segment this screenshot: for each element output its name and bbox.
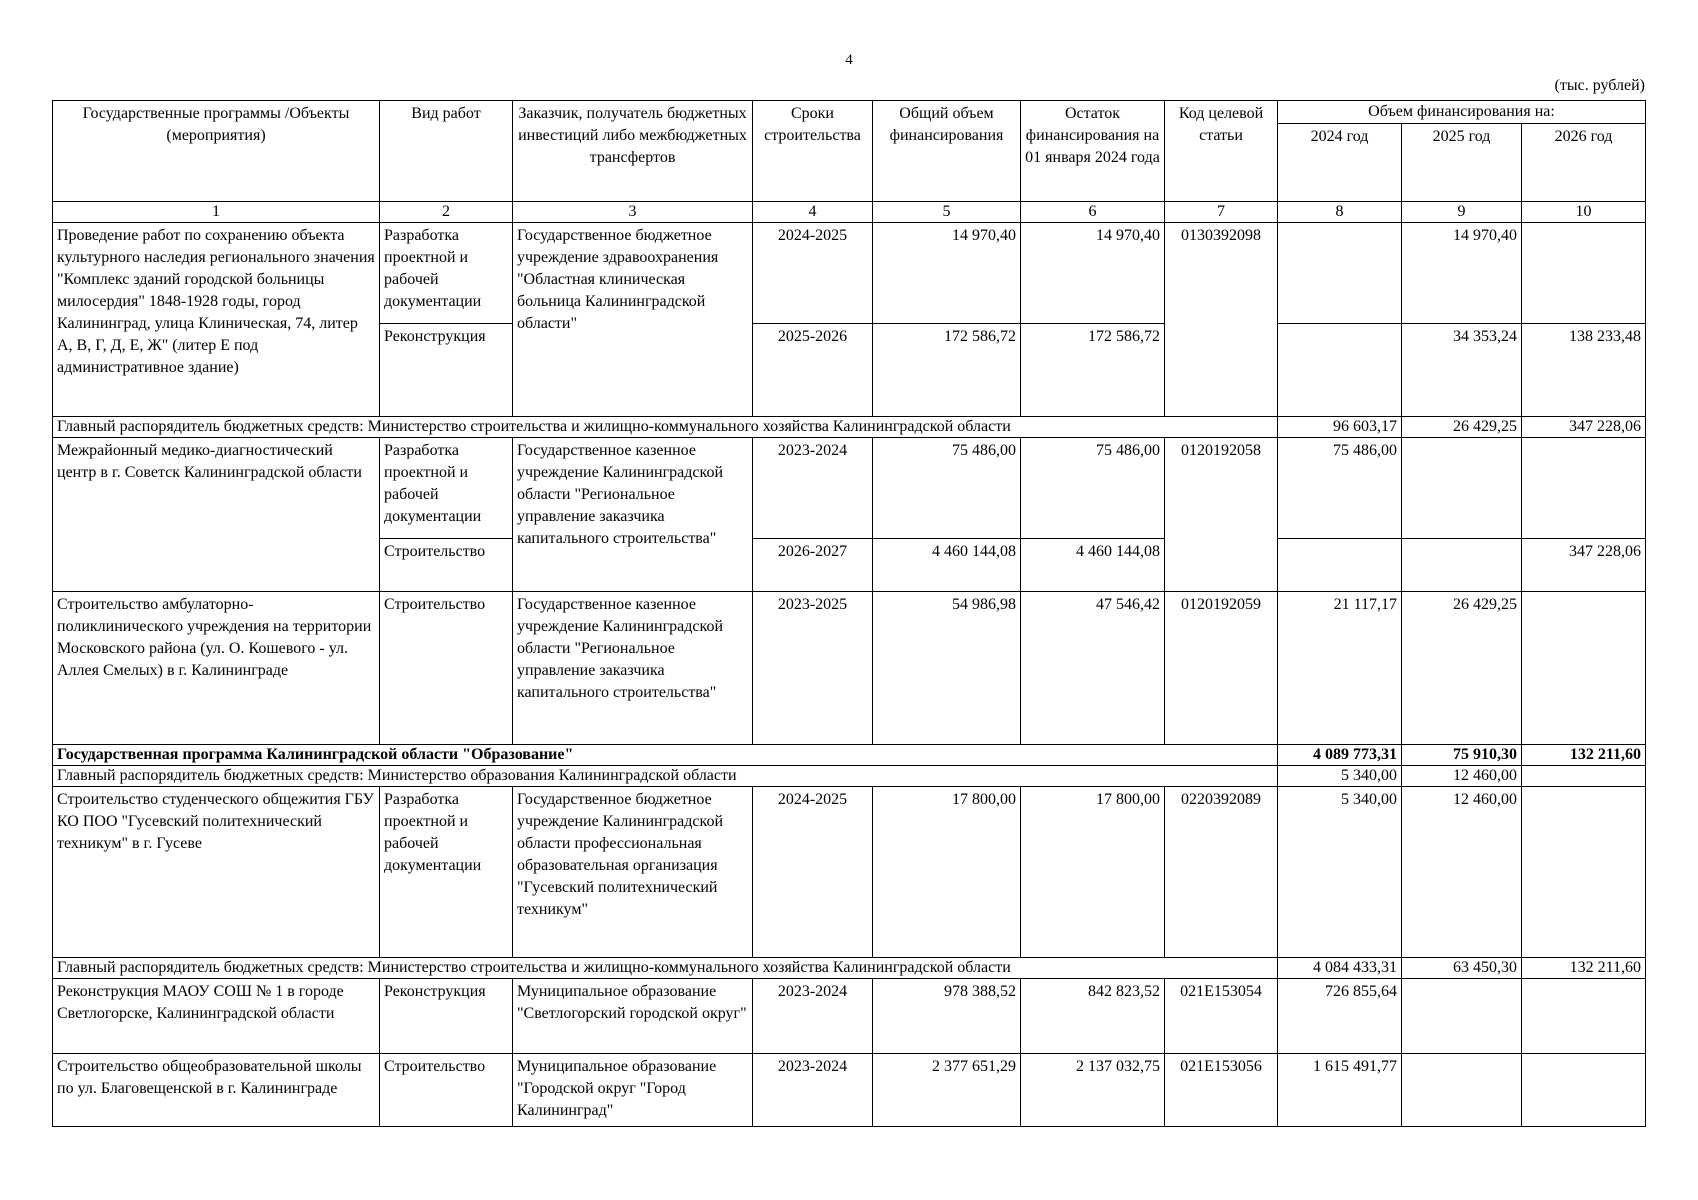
header-year-2026: 2026 год: [1522, 124, 1646, 202]
amount-2026: 347 228,06: [1522, 417, 1646, 438]
period: 2023-2024: [753, 979, 873, 1054]
work-type: Реконструкция: [380, 979, 513, 1054]
total-amount: 978 388,52: [873, 979, 1021, 1054]
col-number: 1: [53, 202, 380, 223]
target-code: 021E153056: [1165, 1054, 1278, 1127]
period: 2023-2024: [753, 438, 873, 539]
object-name: Строительство студенческого общежития ГБУ КО ПОО "Гусевский политехнический техникум" в г. Гусеве: [53, 787, 380, 958]
group-label: Главный распорядитель бюджетных средств: Министерство строительства и жилищно-коммунального хозяйства Калининградской области: [53, 958, 1278, 979]
amount-2025: [1402, 1054, 1522, 1127]
amount-2024: [1278, 324, 1402, 417]
period: 2023-2024: [753, 1054, 873, 1127]
target-code: 0220392089: [1165, 787, 1278, 958]
program-row: [53, 745, 1646, 766]
header-row: [53, 101, 1646, 124]
amount-2026: [1522, 592, 1646, 745]
remainder-amount: 17 800,00: [1021, 787, 1165, 958]
group-row: [53, 417, 1646, 438]
header-total: Общий объем финансирования: [873, 101, 1021, 202]
total-amount: 4 460 144,08: [873, 539, 1021, 592]
period: 2025-2026: [753, 324, 873, 417]
work-type: Строительство: [380, 539, 513, 592]
amount-2025: [1402, 979, 1522, 1054]
total-amount: 54 986,98: [873, 592, 1021, 745]
remainder-amount: 172 586,72: [1021, 324, 1165, 417]
customer: Государственное казенное учреждение Калининградской области "Региональное управление заказчика капитального строительства": [513, 438, 753, 592]
object-name: Проведение работ по сохранению объекта культурного наследия регионального значения "Комплекс зданий городской больницы милосердия" 1848-1928 годы, город Калининград, улица Клиническая, 74, литер А, В, Г, Д, Е, Ж" (литер Е под административное здание): [53, 223, 380, 417]
amount-2024: 5 340,00: [1278, 766, 1402, 787]
amount-2025: 34 353,24: [1402, 324, 1522, 417]
total-amount: 14 970,40: [873, 223, 1021, 324]
customer: Государственное бюджетное учреждение Калининградской области профессиональная образовательная организация "Гусевский политехнический техникум": [513, 787, 753, 958]
group-label: Главный распорядитель бюджетных средств: Министерство строительства и жилищно-коммунального хозяйства Калининградской области: [53, 417, 1278, 438]
amount-2024: 21 117,17: [1278, 592, 1402, 745]
table-row: [53, 592, 1646, 745]
amount-2024: 726 855,64: [1278, 979, 1402, 1054]
col-number: 7: [1165, 202, 1278, 223]
object-name: Межрайонный медико-диагностический центр в г. Советск Калининградской области: [53, 438, 380, 592]
customer: Государственное бюджетное учреждение здравоохранения "Областная клиническая больница Калининградской области": [513, 223, 753, 417]
object-name: Строительство амбулаторно-поликлинического учреждения на территории Московского района (ул. О. Кошевого - ул. Аллея Смелых) в г. Калининграде: [53, 592, 380, 745]
header-customer: Заказчик, получатель бюджетных инвестиций либо межбюджетных трансфертов: [513, 101, 753, 202]
amount-2026: [1522, 787, 1646, 958]
target-code: 0120192059: [1165, 592, 1278, 745]
amount-2024: [1278, 539, 1402, 592]
amount-2024: 1 615 491,77: [1278, 1054, 1402, 1127]
total-amount: 2 377 651,29: [873, 1054, 1021, 1127]
target-code: 021E153054: [1165, 979, 1278, 1054]
header-objects: Государственные программы /Объекты (мероприятия): [53, 101, 380, 202]
amount-2025: [1402, 438, 1522, 539]
period: 2024-2025: [753, 223, 873, 324]
amount-2026: [1522, 438, 1646, 539]
amount-2026: [1522, 766, 1646, 787]
table-row: [53, 223, 1646, 324]
table-row: [53, 1054, 1646, 1127]
object-name: Строительство общеобразовательной школы по ул. Благовещенской в г. Калининграде: [53, 1054, 380, 1127]
period: 2026-2027: [753, 539, 873, 592]
amount-2024: [1278, 223, 1402, 324]
col-number: 5: [873, 202, 1021, 223]
total-amount: 172 586,72: [873, 324, 1021, 417]
amount-2026: [1522, 1054, 1646, 1127]
header-year-2025: 2025 год: [1402, 124, 1522, 202]
amount-2026: [1522, 223, 1646, 324]
remainder-amount: 4 460 144,08: [1021, 539, 1165, 592]
object-name: Реконструкция МАОУ СОШ № 1 в городе Светлогорске, Калининградской области: [53, 979, 380, 1054]
column-numbers-row: [53, 202, 1646, 223]
amount-2025: 63 450,30: [1402, 958, 1522, 979]
amount-2026: 138 233,48: [1522, 324, 1646, 417]
amount-2024: 5 340,00: [1278, 787, 1402, 958]
group-row: [53, 766, 1646, 787]
col-number: 6: [1021, 202, 1165, 223]
remainder-amount: 842 823,52: [1021, 979, 1165, 1054]
col-number: 8: [1278, 202, 1402, 223]
financing-table: [52, 100, 1646, 1127]
amount-2025: 26 429,25: [1402, 417, 1522, 438]
target-code: 0130392098: [1165, 223, 1278, 417]
target-code: 0120192058: [1165, 438, 1278, 592]
remainder-amount: 75 486,00: [1021, 438, 1165, 539]
work-type: Строительство: [380, 592, 513, 745]
col-number: 9: [1402, 202, 1522, 223]
header-work-type: Вид работ: [380, 101, 513, 202]
amount-2025: 14 970,40: [1402, 223, 1522, 324]
amount-2024: 4 084 433,31: [1278, 958, 1402, 979]
table-row: [53, 787, 1646, 958]
amount-2025: 26 429,25: [1402, 592, 1522, 745]
header-year-2024: 2024 год: [1278, 124, 1402, 202]
period: 2023-2025: [753, 592, 873, 745]
program-label: Государственная программа Калининградской области "Образование": [53, 745, 1278, 766]
col-number: 4: [753, 202, 873, 223]
amount-2025: [1402, 539, 1522, 592]
amount-2026: [1522, 979, 1646, 1054]
page-number: 4: [845, 52, 853, 68]
table-row: [53, 979, 1646, 1054]
work-type: Разработка проектной и рабочей документации: [380, 787, 513, 958]
header-funding: Объем финансирования на:: [1278, 101, 1646, 124]
col-number: 3: [513, 202, 753, 223]
amount-2026: 347 228,06: [1522, 539, 1646, 592]
total-amount: 17 800,00: [873, 787, 1021, 958]
period: 2024-2025: [753, 787, 873, 958]
work-type: Реконструкция: [380, 324, 513, 417]
header-period: Сроки строительства: [753, 101, 873, 202]
header-remainder: Остаток финансирования на 01 января 2024 года: [1021, 101, 1165, 202]
customer: Муниципальное образование "Городской округ "Город Калининград": [513, 1054, 753, 1127]
work-type: Строительство: [380, 1054, 513, 1127]
amount-2025: 12 460,00: [1402, 766, 1522, 787]
header-code: Код целевой статьи: [1165, 101, 1278, 202]
units-label: (тыс. рублей): [1554, 77, 1645, 94]
col-number: 2: [380, 202, 513, 223]
remainder-amount: 2 137 032,75: [1021, 1054, 1165, 1127]
amount-2026: 132 211,60: [1522, 958, 1646, 979]
table-row: [53, 438, 1646, 539]
amount-2025: 75 910,30: [1402, 745, 1522, 766]
work-type: Разработка проектной и рабочей документации: [380, 223, 513, 324]
remainder-amount: 47 546,42: [1021, 592, 1165, 745]
customer: Государственное казенное учреждение Калининградской области "Региональное управление заказчика капитального строительства": [513, 592, 753, 745]
col-number: 10: [1522, 202, 1646, 223]
amount-2026: 132 211,60: [1522, 745, 1646, 766]
total-amount: 75 486,00: [873, 438, 1021, 539]
amount-2024: 75 486,00: [1278, 438, 1402, 539]
group-label: Главный распорядитель бюджетных средств: Министерство образования Калининградской области: [53, 766, 1278, 787]
group-row: [53, 958, 1646, 979]
work-type: Разработка проектной и рабочей документации: [380, 438, 513, 539]
amount-2024: 4 089 773,31: [1278, 745, 1402, 766]
amount-2025: 12 460,00: [1402, 787, 1522, 958]
remainder-amount: 14 970,40: [1021, 223, 1165, 324]
customer: Муниципальное образование "Светлогорский городской округ": [513, 979, 753, 1054]
amount-2024: 96 603,17: [1278, 417, 1402, 438]
